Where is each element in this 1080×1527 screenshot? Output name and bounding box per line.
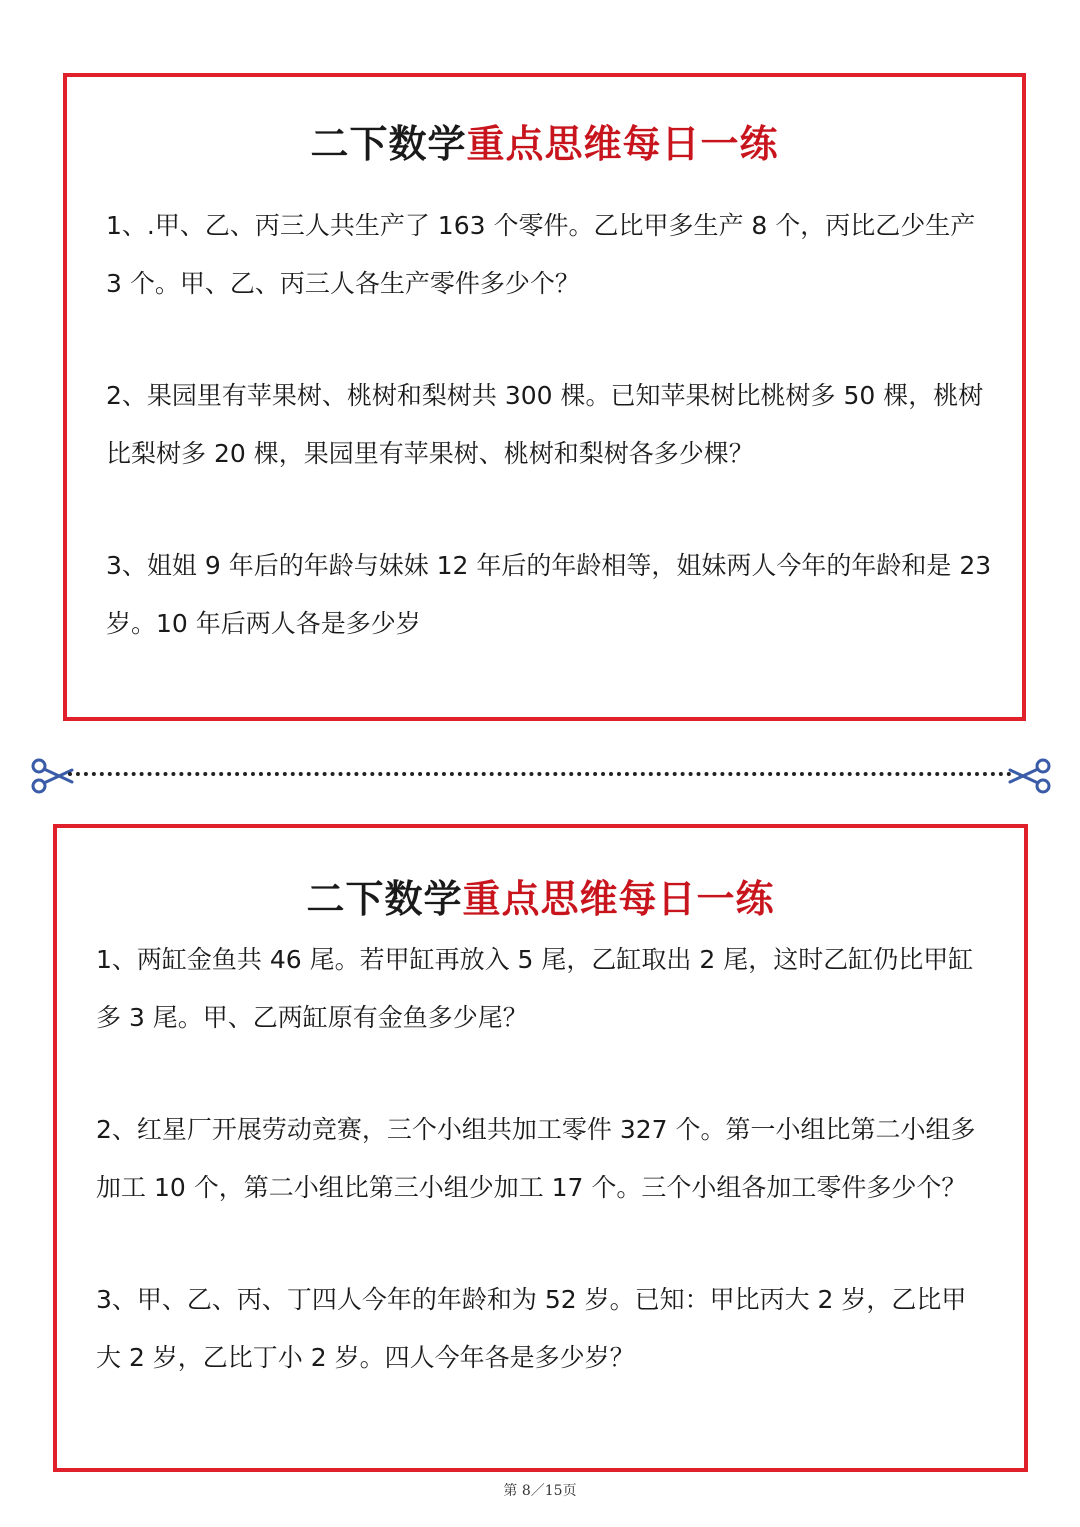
question-3: 3、姐姐 9 年后的年龄与妹妹 12 年后的年龄相等，姐妹两人今年的年龄和是 23 岁。10 年后两人各是多少岁 bbox=[106, 551, 992, 638]
page-number: 第 8／15页 bbox=[503, 1483, 577, 1499]
card-title-black: 二下数学 bbox=[310, 121, 467, 166]
cut-line bbox=[30, 752, 1052, 802]
exercise-card-2 bbox=[53, 824, 1028, 1472]
dotted-divider bbox=[68, 772, 1012, 776]
scissors-icon bbox=[1008, 758, 1052, 794]
question-3: 3、甲、乙、丙、丁四人今年的年龄和为 52 岁。已知：甲比丙大 2 岁，乙比甲大 2 岁，乙比丁小 2 岁。四人今年各是多少岁？ bbox=[96, 1285, 967, 1372]
question-1: 1、.甲、乙、丙三人共生产了 163 个零件。乙比甲多生产 8 个，丙比乙少生产 3 个。甲、乙、丙三人各生产零件多少个？ bbox=[106, 211, 976, 298]
question-1: 1、两缸金鱼共 46 尾。若甲缸再放入 5 尾，乙缸取出 2 尾，这时乙缸仍比甲缸多 3 尾。甲、乙两缸原有金鱼多少尾？ bbox=[96, 945, 974, 1032]
card-title-red: 重点思维每日一练 bbox=[466, 121, 779, 166]
question-2: 2、红星厂开展劳动竞赛，三个小组共加工零件 327 个。第一小组比第二小组多加工 10 个，第二小组比第三小组少加工 17 个。三个小组各加工零件多少个？ bbox=[96, 1115, 976, 1202]
exercise-card-1 bbox=[63, 73, 1026, 721]
card-title bbox=[67, 113, 1022, 168]
card-title-red: 重点思维每日一练 bbox=[462, 876, 775, 921]
question-2: 2、果园里有苹果树、桃树和梨树共 300 棵。已知苹果树比桃树多 50 棵，桃树比梨树多 20 棵，果园里有苹果树、桃树和梨树各多少棵？ bbox=[106, 381, 984, 468]
scissors-icon bbox=[30, 758, 74, 794]
card-title-black: 二下数学 bbox=[306, 876, 463, 921]
card-title bbox=[57, 868, 1024, 923]
